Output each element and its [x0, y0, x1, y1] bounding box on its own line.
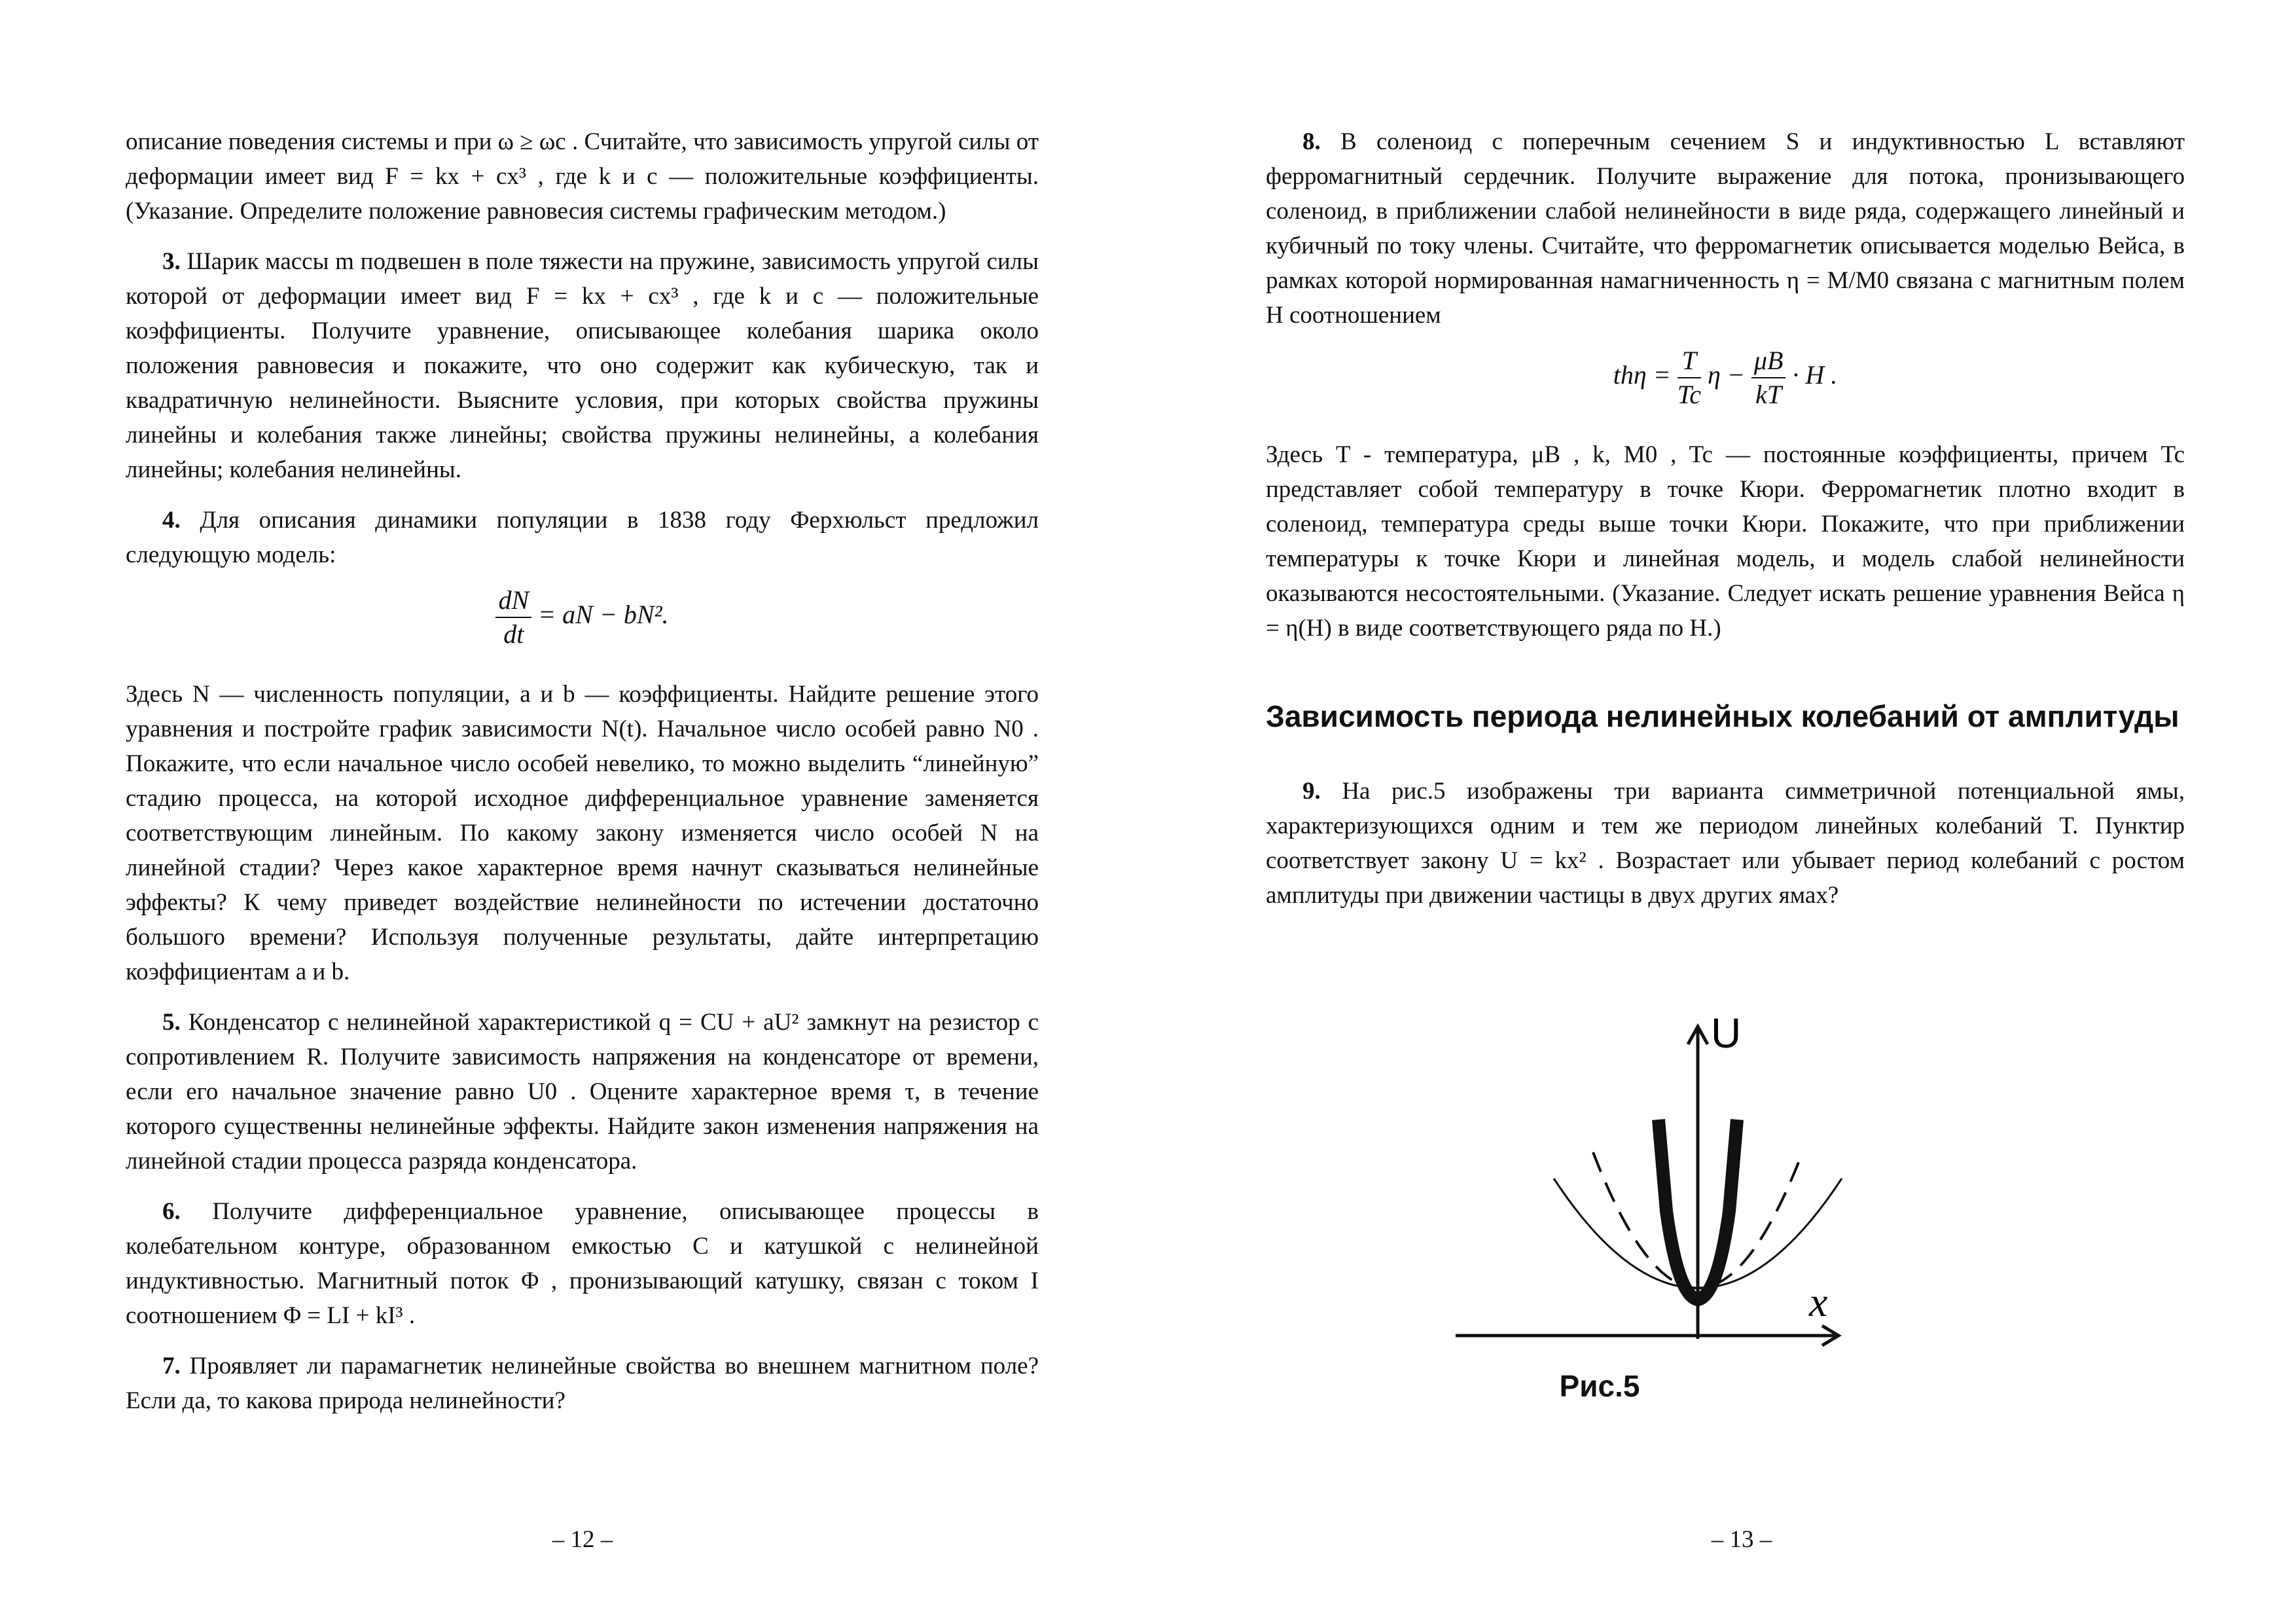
problem-number: 7.: [162, 1353, 181, 1379]
formula-rhs: = aN − bN².: [538, 600, 669, 630]
paragraph-text: Здесь N — численность популяции, a и b — коэффициенты. Найдите решение этого уравнения и постройте график зависимости N(t). Начальное число особей равно N0 . Покажите, что если начальное число особей невелико, то можно выделить “линейную” стадию процесса, на которой исходное дифференциальное уравнение заменяется соответствующим линейным. По какому закону изменяется число особей N на линейной стадии? Через какое характерное время начнут сказываться нелинейные эффекты? К чему приведет воздействие нелинейности по истечении достаточно большого времени? Используя полученные результаты, дайте интерпретацию коэффициентам a и b.: [126, 681, 1039, 985]
right-text-column: [1266, 124, 2185, 913]
formula-rhs: · H .: [1792, 360, 1838, 390]
problem-8: [1266, 124, 2185, 333]
problem-number: 9.: [1302, 778, 1321, 805]
fraction-numerator: μB: [1751, 344, 1786, 378]
left-text-column: [126, 124, 1039, 1418]
problem-7: [126, 1349, 1039, 1418]
section-heading: Зависимость периода нелинейных колебаний от амплитуды: [1266, 699, 2179, 733]
problem-text: Проявляет ли парамагнетик нелинейные свойства во внешнем магнитном поле? Если да, то какова природа нелинейности?: [126, 1353, 1039, 1414]
derivative-fraction: [495, 584, 531, 651]
x-axis-label: x: [1809, 1279, 1828, 1325]
fraction-numerator: T: [1677, 344, 1701, 378]
weiss-formula: [1266, 344, 2185, 423]
problem-text: Шарик массы m подвешен в поле тяжести на пружине, зависимость упругой силы которой от деформации имеет вид F = kx + cx³ , где k и c — положительные коэффициенты. Получите уравнение, описывающее колебания шарика около положения равновесия и покажите, что оно содержит как кубическую, так и квадратичную нелинейности. Выясните условия, при которых свойства пружины линейны и колебания также линейны; свойства пружины нелинейны, а колебания линейны; колебания нелинейны.: [126, 248, 1039, 483]
paragraph-text: Здесь T - температура, μB , k, M0 , Tc — постоянные коэффициенты, причем Tc представляет собой температуру в точке Кюри. Ферромагнетик плотно входит в соленоид, температура среды выше точки Кюри. Покажите, что при приближении температуры к точке Кюри и линейная модель, и модель слабой нелинейности оказываются несостоятельными. (Указание. Следует искать решение уравнения Вейса η = η(H) в виде соответствующего ряда по H.): [1266, 441, 2185, 642]
problem-text: На рис.5 изображены три варианта симметричной потенциальной ямы, характеризующихся одним и тем же периодом линейных колебаний T. Пунктир соответствует закону U = kx² . Возрастает или убывает период колебаний с ростом амплитуды при движении частицы в двух других ямах?: [1266, 778, 2185, 909]
problem-6: [126, 1194, 1039, 1333]
fraction-mu-kt: [1751, 344, 1786, 411]
problem-number: 5.: [162, 1009, 181, 1036]
page-number: – 12 –: [552, 1526, 613, 1553]
right-page: [1148, 0, 2296, 1623]
problem-text: Конденсатор с нелинейной характеристикой q = CU + aU² замкнут на резистор с сопротивлением R. Получите зависимость напряжения на конденсаторе от времени, если его начальное значение равно U0 . Оцените характерное время τ, в течение которого существенны нелинейные эффекты. Найдите закон изменения напряжения на линейной стадии процесса разряда конденсатора.: [126, 1009, 1039, 1175]
formula-mid: η −: [1708, 360, 1745, 390]
page-number: – 13 –: [1711, 1526, 1772, 1553]
problem-text: Получите дифференциальное уравнение, описывающее процессы в колебательном контуре, образованном емкостью C и катушкой с нелинейной индуктивностью. Магнитный поток Φ , пронизывающий катушку, связан с током I соотношением Φ = LI + kI³ .: [126, 1198, 1039, 1329]
problem-4: [126, 503, 1039, 572]
paragraph-continued: описание поведения системы и при ω ≥ ωc . Считайте, что зависимость упругой силы от деформации имеет вид F = kx + cx³ , где k и c — положительные коэффициенты. (Указание. Определите положение равновесия системы графическим методом.): [126, 128, 1039, 225]
problem-number: 4.: [162, 507, 181, 534]
fraction-denominator: Tc: [1677, 380, 1702, 409]
problem-9: [1266, 774, 2185, 913]
formula-lhs: thη =: [1613, 360, 1671, 390]
fraction-denominator: kT: [1755, 380, 1782, 409]
figure-caption: Рис.5: [1559, 1369, 1640, 1403]
problem-5: [126, 1005, 1039, 1178]
problem-number: 8.: [1302, 128, 1321, 155]
problem-3: [126, 244, 1039, 487]
fraction-numerator: dN: [495, 584, 531, 618]
fraction-t-tc: [1677, 344, 1701, 411]
fraction-denominator: dt: [503, 619, 524, 649]
problem-text: Для описания динамики популяции в 1838 году Ферхюльст предложил следующую модель:: [126, 507, 1039, 568]
problem-number: 6.: [162, 1198, 181, 1225]
problem-text: В соленоид с поперечным сечением S и индуктивностью L вставляют ферромагнитный сердечник. Получите выражение для потока, пронизывающего соленоид, в приближении слабой нелинейности в виде ряда, содержащего линейный и кубичный по току члены. Считайте, что ферромагнетик описывается моделью Вейса, в рамках которой нормированная намагниченность η = M/M0 связана с магнитным полем H соотношением: [1266, 128, 2185, 329]
verhulst-formula: [126, 584, 1039, 663]
problem-number: 3.: [162, 248, 181, 275]
y-axis-label: U: [1711, 1015, 1742, 1057]
